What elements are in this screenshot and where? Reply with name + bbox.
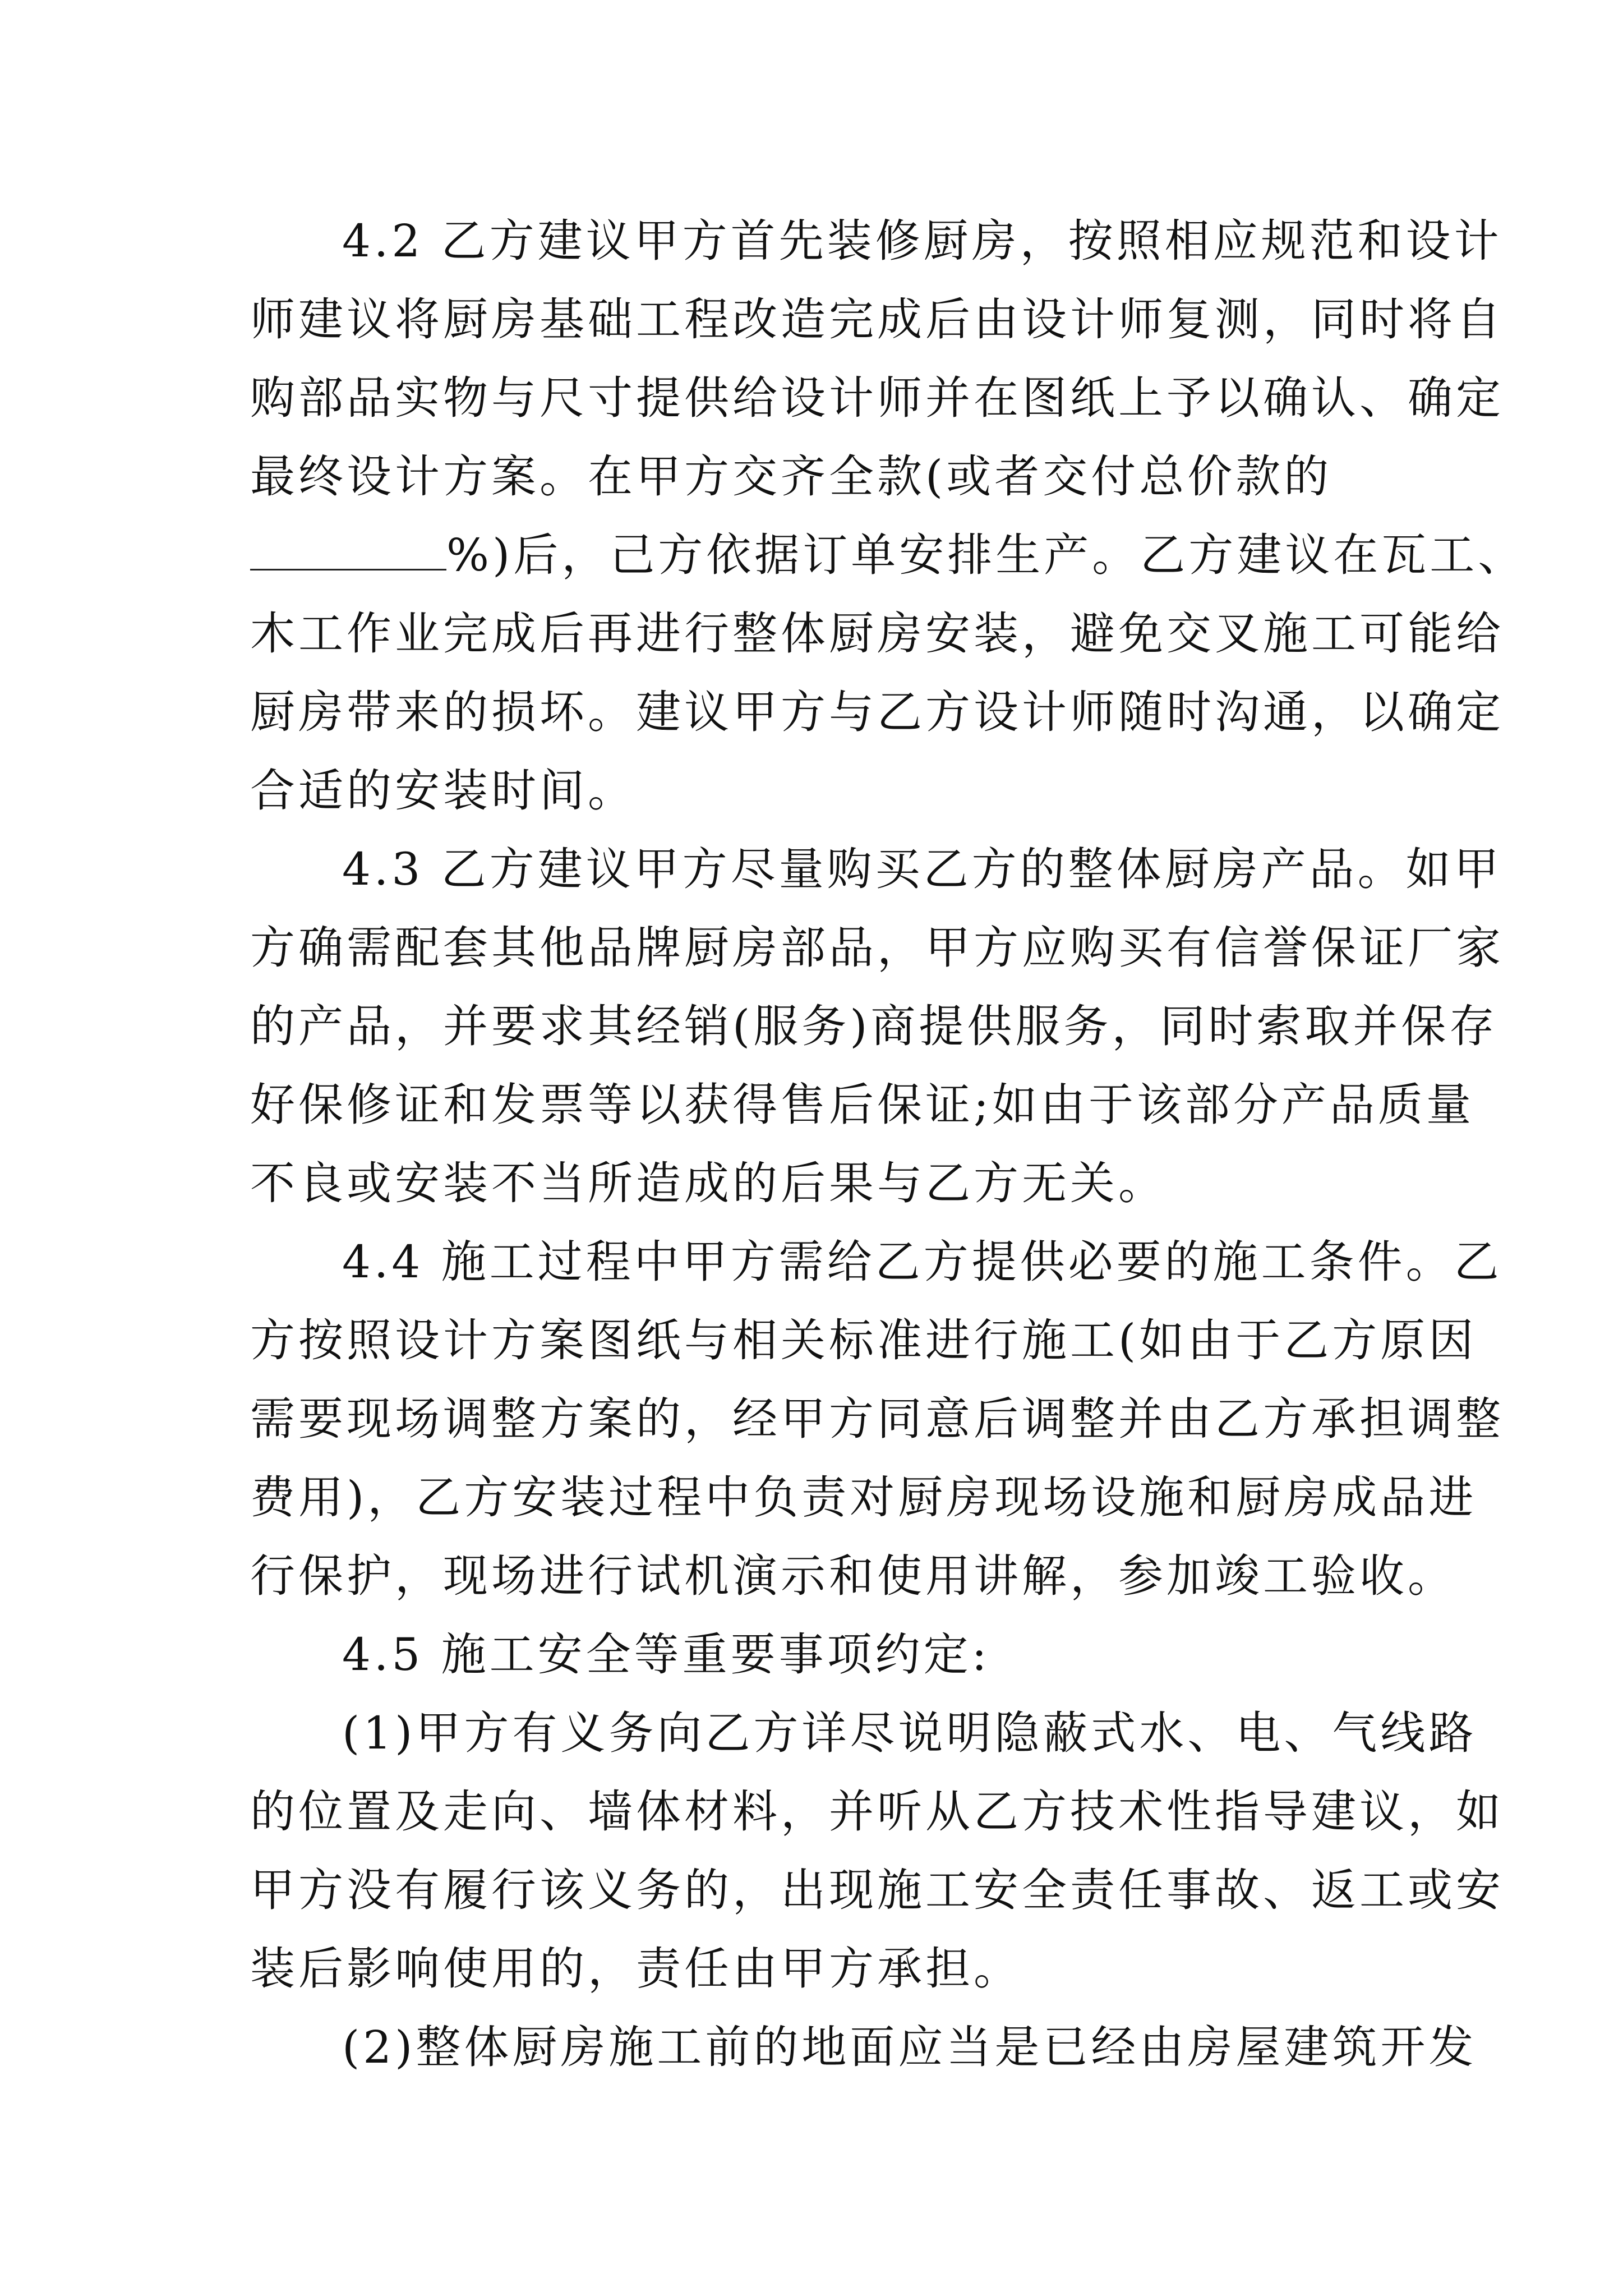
text-line: 合适的安装时间。 bbox=[250, 765, 636, 817]
text-line: 最终设计方案。在甲方交齐全款(或者交付总价款的 bbox=[250, 450, 1332, 503]
fill-in-blank bbox=[250, 530, 446, 570]
text-line: 费用)，乙方安装过程中负责对厨房现场设施和厨房成品进 bbox=[250, 1471, 1477, 1524]
text-line: (1)甲方有义务向乙方详尽说明隐蔽式水、电、气线路 bbox=[342, 1707, 1477, 1759]
text-line: 好保修证和发票等以获得售后保证;如由于该部分产品质量 bbox=[250, 1079, 1474, 1131]
text-line: 木工作业完成后再进行整体厨房安装，避免交叉施工可能给 bbox=[250, 608, 1504, 660]
text-line: 的产品，并要求其经销(服务)商提供服务，同时索取并保存 bbox=[250, 1000, 1498, 1052]
text-line-tail: %)后，己方依据订单安排生产。乙方建议在瓦工、 bbox=[446, 529, 1527, 581]
text-line: 需要现场调整方案的，经甲方同意后调整并由乙方承担调整 bbox=[250, 1393, 1504, 1445]
text-line: 4.3 乙方建议甲方尽量购买乙方的整体厨房产品。如甲 bbox=[342, 843, 1502, 895]
text-line: 厨房带来的损坏。建议甲方与乙方设计师随时沟通，以确定 bbox=[250, 686, 1504, 738]
text-line: 方按照设计方案图纸与相关标准进行施工(如由于乙方原因 bbox=[250, 1314, 1477, 1366]
text-line: 4.2 乙方建议甲方首先装修厨房，按照相应规范和设计 bbox=[342, 215, 1502, 267]
text-line: 行保护，现场进行试机演示和使用讲解，参加竣工验收。 bbox=[250, 1550, 1456, 1602]
text-line: 装后影响使用的，责任由甲方承担。 bbox=[250, 1943, 1022, 1995]
text-line: 甲方没有履行该义务的，出现施工安全责任事故、返工或安 bbox=[250, 1864, 1504, 1916]
text-line: 购部品实物与尺寸提供给设计师并在图纸上予以确认、确定 bbox=[250, 372, 1504, 424]
text-line: 方确需配套其他品牌厨房部品，甲方应购买有信誉保证厂家 bbox=[250, 922, 1504, 974]
text-line: (2)整体厨房施工前的地面应当是已经由房屋建筑开发 bbox=[342, 2021, 1477, 2073]
text-line: 4.4 施工过程中甲方需给乙方提供必要的施工条件。乙 bbox=[342, 1236, 1502, 1288]
text-line: 4.5 施工安全等重要事项约定: bbox=[342, 1628, 990, 1681]
text-line: 的位置及走向、墙体材料，并听从乙方技术性指导建议，如 bbox=[250, 1786, 1504, 1838]
text-line-with-blank bbox=[250, 527, 1526, 583]
text-line: 不良或安装不当所造成的后果与乙方无关。 bbox=[250, 1157, 1166, 1209]
text-line: 师建议将厨房基础工程改造完成后由设计师复测，同时将自 bbox=[250, 293, 1504, 346]
